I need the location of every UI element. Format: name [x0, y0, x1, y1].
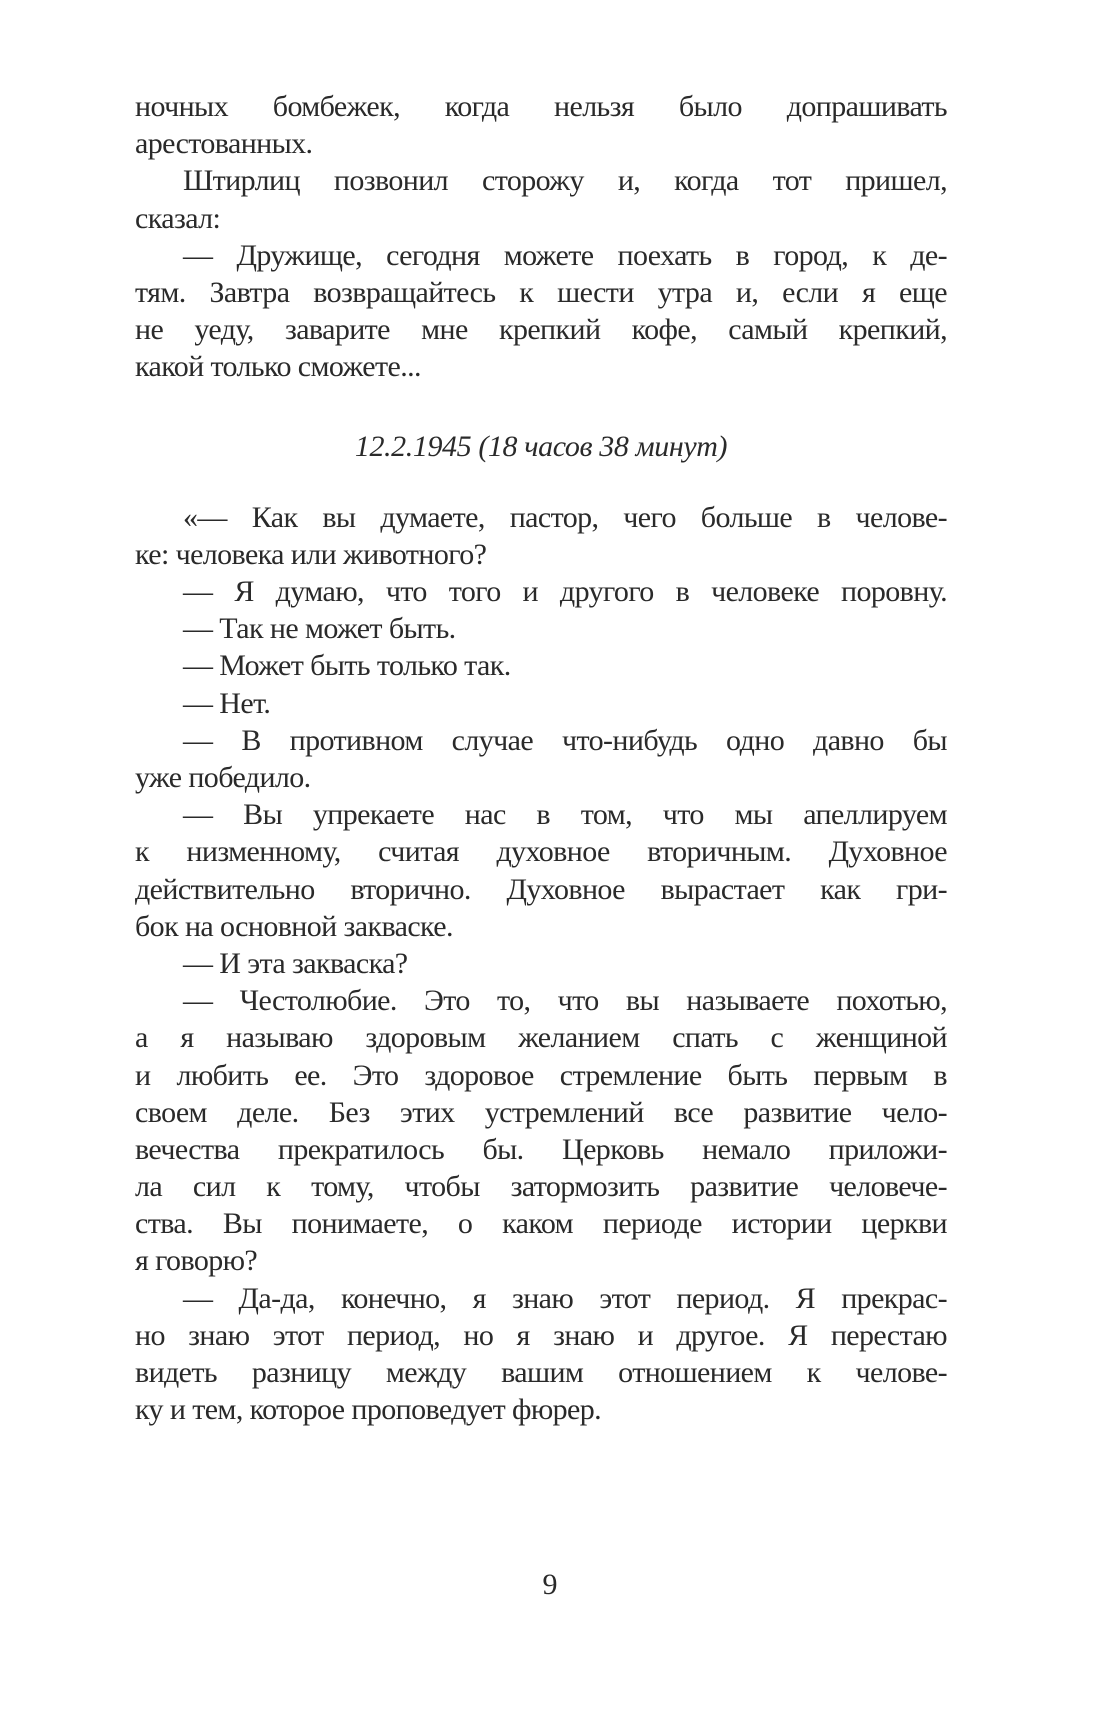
text-line: — Вы упрекаете нас в том, что мы апеллируем: [183, 798, 947, 832]
paragraph: [135, 945, 947, 982]
paragraph: [135, 162, 947, 236]
text-line: — В противном случае что-нибудь одно давно бы: [183, 723, 947, 757]
text-line: не уеду, заварите мне крепкий кофе, самый крепкий,: [135, 313, 947, 347]
text-line: к низменному, считая духовное вторичным. Духовное: [135, 835, 947, 869]
text-line: арестованных.: [135, 127, 313, 161]
text-line: — Честолюбие. Это то, что вы называете похотью,: [183, 984, 947, 1018]
text-line: действительно вторично. Духовное вырастает как гри-: [135, 872, 947, 906]
text-line: ства. Вы понимаете, о каком периоде истории церкви: [135, 1207, 947, 1241]
page-number: 9: [542, 1568, 558, 1601]
text-line: видеть разницу между вашим отношением к челове-: [135, 1356, 947, 1389]
text-line: я говорю?: [135, 1244, 258, 1278]
paragraph: [135, 647, 947, 684]
text-line: ку и тем, которое проповедует фюрер.: [135, 1393, 602, 1427]
paragraph: [135, 573, 947, 610]
paragraph: [135, 499, 947, 573]
text-line: ночных бомбежек, когда нельзя было допрашивать: [135, 90, 947, 123]
text-line: Штирлиц позвонил сторожу и, когда тот пришел,: [183, 164, 947, 198]
text-line: — Может быть только так.: [183, 649, 511, 683]
paragraph: [135, 796, 947, 945]
text-line: — Нет.: [183, 686, 271, 720]
spacer: [135, 465, 947, 499]
spacer: [135, 386, 947, 428]
text-line: — Да-да, конечно, я знаю этот период. Я прекрас-: [183, 1281, 947, 1315]
text-line: тям. Завтра возвращайтесь к шести утра и, если я еще: [135, 275, 947, 309]
page-body: [135, 88, 947, 1428]
text-line: ке: человека или животного?: [135, 537, 487, 571]
text-line: — Я думаю, что того и другого в человеке поровну.: [183, 575, 947, 609]
text-line: своем деле. Без этих устремлений все развитие чело-: [135, 1095, 947, 1129]
text-line: уже победило.: [135, 761, 311, 794]
paragraph: [135, 1280, 947, 1429]
paragraph: [135, 237, 947, 386]
text-line: «— Как вы думаете, пастор, чего больше в челове-: [183, 500, 947, 534]
text-line: сказал:: [135, 201, 221, 235]
text-line: — Так не может быть.: [183, 612, 456, 646]
text-line: — Дружище, сегодня можете поехать в город, к де-: [183, 238, 947, 272]
paragraph: [135, 610, 947, 647]
paragraph: [135, 982, 947, 1280]
text-line: а я называю здоровым желанием спать с женщиной: [135, 1021, 947, 1055]
paragraph: [135, 722, 947, 796]
text-line: какой только сможете...: [135, 350, 421, 384]
text-line: бок на основной закваске.: [135, 909, 453, 943]
text-line: и любить ее. Это здоровое стремление быть первым в: [135, 1058, 947, 1092]
text-line: ла сил к тому, чтобы затормозить развитие человече-: [135, 1170, 947, 1204]
paragraph: [135, 685, 947, 722]
text-line: — И эта закваска?: [183, 946, 408, 980]
section-heading: 12.2.1945 (18 часов 38 минут): [354, 429, 728, 463]
text-line: вечества прекратилось бы. Церковь немало приложи-: [135, 1132, 947, 1166]
text-line: но знаю этот период, но я знаю и другое. Я перестаю: [135, 1318, 947, 1352]
paragraph: [135, 88, 947, 162]
